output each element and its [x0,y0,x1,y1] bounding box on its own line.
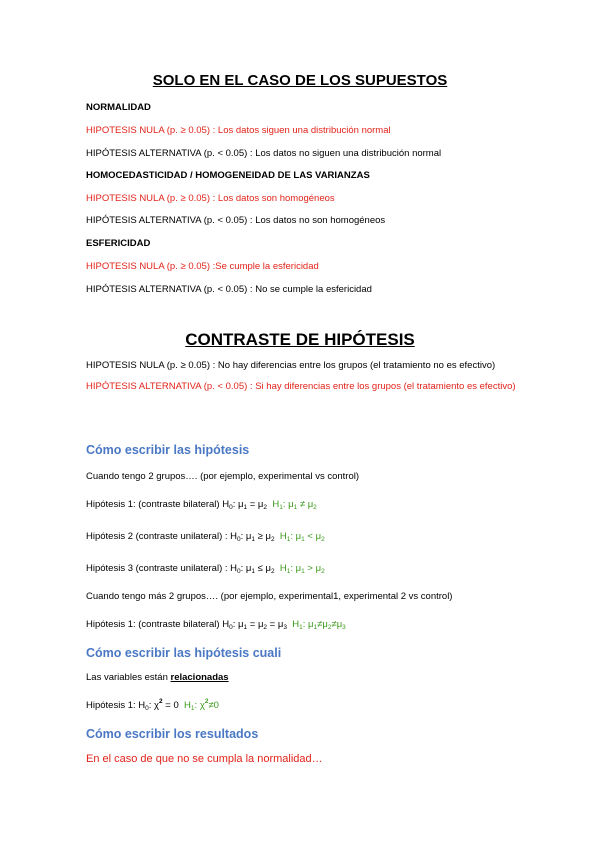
h4-mu2: μ [257,619,264,630]
esfericidad-alternativa: HIPÓTESIS ALTERNATIVA (p. < 0.05) : No se cumple la esfericidad [86,284,372,295]
h4-mu3: μ [277,619,284,630]
h4-h0-rel: : μ [232,619,244,630]
h1-sub0: 0 [229,504,233,511]
h2-mu2-sub: 2 [271,536,275,543]
resultados-heading: Cómo escribir los resultados [86,727,259,741]
normalidad-heading: NORMALIDAD [86,102,151,113]
esfericidad-nula: HIPOTESIS NULA (p. ≥ 0.05) :Se cumple la esfericidad [86,261,319,272]
cuali-heading: Cómo escribir las hipótesis cuali [86,646,282,660]
h2-alt-sub: 1 [286,536,291,543]
hipotesis-3-unilateral [86,563,325,575]
como-escribir-heading: Cómo escribir las hipótesis [86,443,250,457]
h4-alt-rel: : μ [302,619,314,630]
h1-h0-rel: : μ [232,499,244,510]
h1-alt-mu1-sub: 1 [293,504,298,511]
h1-alternative: $H_1$: $\mu_1 \ne \mu_2$ [269,499,317,511]
variables-relacionadas [86,672,229,683]
h1-alt-op: ≠ μ [297,499,314,510]
contraste-title: CONTRASTE DE HIPÓTESIS [185,330,415,349]
variables-prefix: Las variables están [86,672,171,683]
h4-prefix: Hipótesis 1: (contraste bilateral) H [86,619,230,630]
h3-alt-sub: 1 [286,568,291,575]
h3-alt-rel: : μ [290,563,302,574]
cuali-chi: : χ [148,700,160,711]
dos-grupos-text: Cuando tengo 2 grupos…. (por ejemplo, experimental vs control) [86,471,360,482]
h4-mu2-sub: 2 [263,624,268,631]
h1-prefix: Hipótesis 1: (contraste bilateral) H [86,499,230,510]
h4-sub0: 0 [229,624,233,631]
h4-alt-mu2-sub: 2 [327,624,332,631]
h1-alt-rel: : μ [282,499,294,510]
h1-mu1-sub: 1 [243,504,248,511]
variables-underline: relacionadas [170,672,229,683]
h3-prefix: Hipótesis 3 (contraste unilateral) : H [86,563,238,574]
normalidad-nula: HIPOTESIS NULA (p. ≥ 0.05) : Los datos siguen una distribución normal [86,125,391,136]
h4-alt-neq2: ≠ [331,619,337,630]
mas-grupos-text: Cuando tengo más 2 grupos…. (por ejemplo, experimental1, experimental 2 vs control) [86,591,453,602]
normalidad-alternativa: HIPÓTESIS ALTERNATIVA (p. < 0.05) : Los datos no siguen una distribución normal [86,148,442,159]
h3-mu2-sub: 2 [271,568,275,575]
cuali-sup2: 2 [159,698,163,705]
resultados-caso: En el caso de que no se cumpla la normalidad… [86,753,323,765]
cuali-sub0: 0 [145,705,149,712]
h2-h0-rel: : μ [240,531,252,542]
h2-alt-mu2-sub: 2 [321,536,325,543]
homocedasticidad-nula: HIPOTESIS NULA (p. ≥ 0.05) : Los datos son homogéneos [86,193,335,204]
h4-alt-sub: 1 [299,624,303,631]
h3-sub0: 0 [237,568,241,575]
cuali-alt-chi: : χ [194,700,205,711]
hipotesis-cuali [86,698,219,712]
cuali-alt-sub: 1 [190,705,195,712]
contraste-alternativa: HIPÓTESIS ALTERNATIVA (p. < 0.05) : Si hay diferencias entre los grupos (el tratamiento es efectivo) [86,381,516,392]
cuali-h1-rest: ≠0 [208,700,219,711]
h2-prefix: Hipótesis 2 (contraste unilateral) : H [86,531,238,542]
h2-alt-mu1-sub: 1 [301,536,305,543]
h2-alternative: $H_1$: $\mu_1 < \mu_2$ [277,531,325,543]
h4-mu3-sub: 3 [283,624,287,631]
h1-h0-op: = μ [247,499,264,510]
h4-alt-mu3-sub: 3 [342,624,346,631]
h3-mu1-sub: 1 [251,568,256,575]
h2-sub0: 0 [237,536,241,543]
hipotesis-1-tres-grupos [86,619,346,631]
h4-mu1-sub: 1 [243,624,248,631]
cuali-prefix: Hipótesis 1: H [86,700,146,711]
h3-alt-mu2-sub: 2 [321,568,325,575]
h4-alt-neq1: ≠ [317,619,323,630]
h2-alt-rel: : μ [290,531,302,542]
hipotesis-1-bilateral [86,499,317,511]
h4-alternative: $H_1$: $\mu_1\ne\mu_2\ne\mu_3$ [289,619,346,631]
contraste-nula: HIPOTESIS NULA (p. ≥ 0.05) : No hay diferencias entre los grupos (el tratamiento no es efectivo) [86,360,496,371]
h3-h0-op: ≤ μ [255,563,271,574]
h3-alt-op: > μ [304,563,322,574]
h1-alt-mu2-sub: 2 [313,504,317,511]
h1-alt-sub: 1 [279,504,283,511]
h2-h0-op: ≥ μ [255,531,271,542]
hipotesis-2-unilateral [86,531,325,543]
homocedasticidad-alternativa: HIPÓTESIS ALTERNATIVA (p. < 0.05) : Los datos no son homogéneos [86,215,386,226]
h3-alternative: $H_1$: $\mu_1 > \mu_2$ [277,563,325,575]
h4-alt-mu1-sub: 1 [313,624,318,631]
supuestos-title: SOLO EN EL CASO DE LOS SUPUESTOS [152,72,448,89]
h3-h0-rel: : μ [240,563,252,574]
esfericidad-heading: ESFERICIDAD [86,238,151,249]
cuali-alternative: $H_1$: $\chi^2\ne 0$ [181,698,219,712]
h4-alt-mu3: μ [336,619,343,630]
homocedasticidad-heading: HOMOCEDASTICIDAD / HOMOGENEIDAD DE LAS VARIANZAS [86,170,370,181]
h2-alt-op: < μ [304,531,322,542]
h4-alt-mu2: μ [322,619,328,630]
h4-eq2: = [267,619,278,630]
h1-mu2-sub: 2 [263,504,268,511]
cuali-h0-rest: = 0 [162,700,179,711]
h3-alt-mu1-sub: 1 [301,568,305,575]
h4-eq1: = [247,619,258,630]
h2-mu1-sub: 1 [251,536,256,543]
cuali-alt-sup2: 2 [204,698,209,705]
